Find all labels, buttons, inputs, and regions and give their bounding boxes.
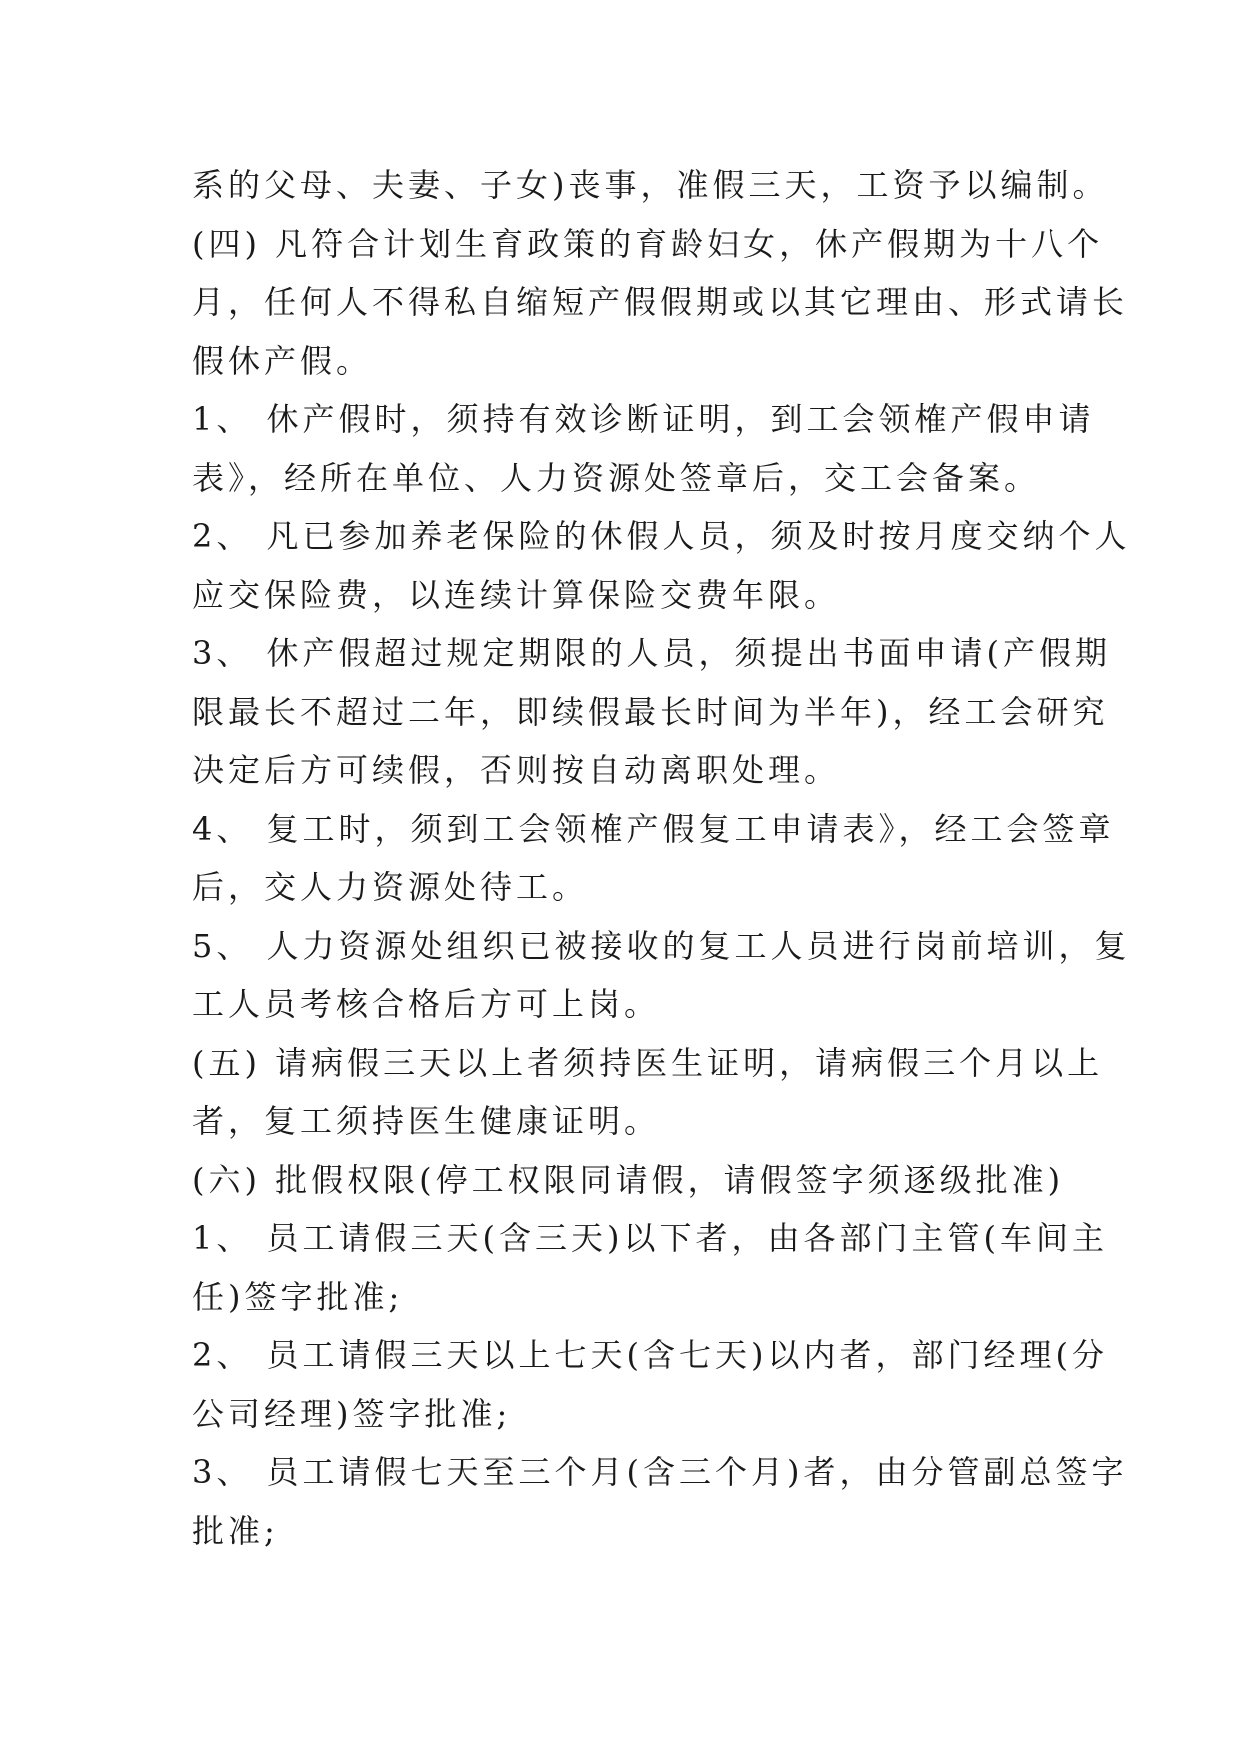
paragraph xyxy=(192,1034,1104,1151)
text-line: 批准; xyxy=(192,1511,279,1550)
text-line: 后，交人力资源处待工。 xyxy=(192,868,589,906)
document-body xyxy=(192,156,1131,1560)
paragraph xyxy=(192,156,1109,215)
text-line: (五) 请病假三天以上者须持医生证明，请病假三个月以上 xyxy=(192,1043,1104,1082)
paragraph xyxy=(192,215,1129,391)
text-line: 2、 凡已参加养老保险的休假人员，须及时按月度交纳个人 xyxy=(192,517,1131,555)
text-line: 4、 复工时，须到工会领榷产假复工申请表》，经工会签章 xyxy=(192,809,1115,848)
text-line: 3、 员工请假七天至三个月(含三个月)者，由分管副总签字 xyxy=(192,1453,1128,1491)
text-line: 5、 人力资源处组织已被接收的复工人员进行岗前培训，复 xyxy=(192,926,1131,965)
text-line: 1、 员工请假三天(含三天)以下者，由各部门主管(车间主 xyxy=(192,1219,1108,1257)
text-line: (四) 凡符合计划生育政策的育龄妇女，休产假期为十八个 xyxy=(192,224,1104,263)
paragraph xyxy=(192,624,1112,800)
text-line: 月，任何人不得私自缩短产假假期或以其它理由、形式请长 xyxy=(192,283,1129,321)
text-line: 系的父母、夫妻、子女)丧事，准假三天，工资予以编制。 xyxy=(192,166,1109,204)
text-line: 表》，经所在单位、人力资源处签章后，交工会备案。 xyxy=(192,458,1041,497)
text-line: 1、 休产假时，须持有效诊断证明，到工会领榷产假申请 xyxy=(192,400,1095,438)
text-line: 假休产假。 xyxy=(192,341,373,380)
text-line: 任)签字批准; xyxy=(192,1277,404,1316)
text-line: 决定后方可续假，否则按自动离职处理。 xyxy=(192,751,841,789)
paragraph xyxy=(192,1443,1128,1560)
paragraph xyxy=(192,390,1095,507)
text-line: 应交保险费，以连续计算保险交费年限。 xyxy=(192,575,841,614)
text-line: 限最长不超过二年，即续假最长时间为半年)，经工会研究 xyxy=(192,692,1109,731)
text-line: 者，复工须持医生健康证明。 xyxy=(192,1102,661,1140)
paragraph xyxy=(192,1326,1108,1443)
text-line: 公司经理)签字批准; xyxy=(192,1394,512,1433)
text-line: 工人员考核合格后方可上岗。 xyxy=(192,985,661,1023)
paragraph xyxy=(192,1209,1108,1326)
paragraph xyxy=(192,800,1115,917)
text-line: 3、 休产假超过规定期限的人员，须提出书面申请(产假期 xyxy=(192,634,1112,672)
paragraph xyxy=(192,917,1131,1034)
text-line: (六) 批假权限(停工权限同请假，请假签字须逐级批准) xyxy=(192,1160,1065,1199)
paragraph xyxy=(192,1151,1065,1210)
paragraph xyxy=(192,507,1131,624)
text-line: 2、 员工请假三天以上七天(含七天)以内者，部门经理(分 xyxy=(192,1336,1108,1374)
